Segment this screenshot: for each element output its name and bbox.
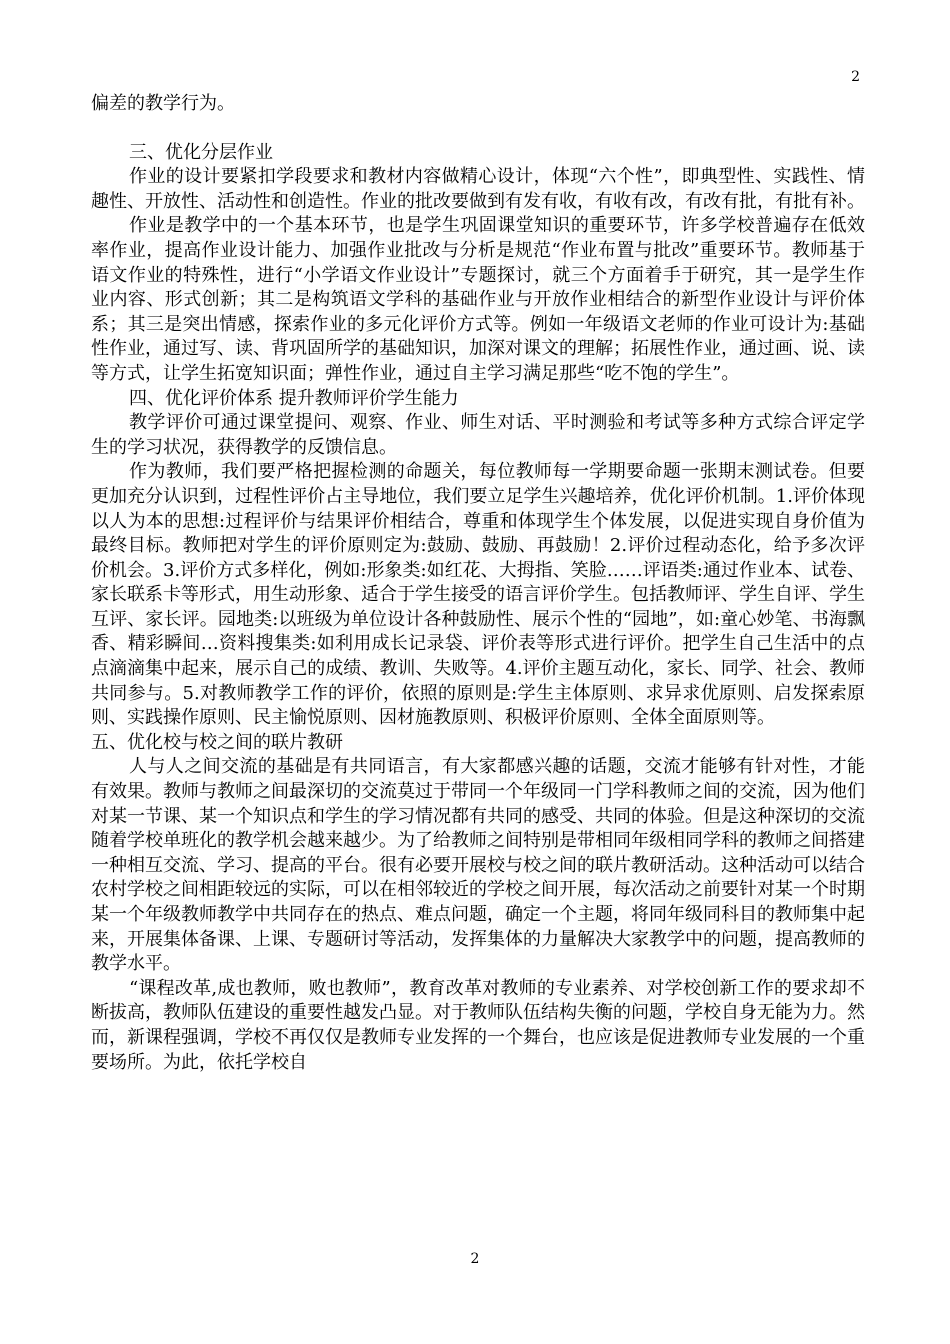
section-heading-5: 五、优化校与校之间的联片教研 <box>91 731 343 753</box>
section-heading-3: 三、优化分层作业 <box>129 141 273 163</box>
document-body <box>91 92 865 1075</box>
paragraph: 作业是教学中的一个基本环节，也是学生巩固课堂知识的重要环节，许多学校普遍存在低效率作业，提高作业设计能力、加强作业批改与分析是规范“作业布置与批改”重要环节。教师基于语文作业的特殊性，进行“小学语文作业设计”专题探讨，就三个方面着手于研究，其一是学生作业内容、形式创新；其二是构筑语文学科的基础作业与开放作业相结合的新型作业设计与评价体系；其三是突出情感，探索作业的多元化评价方式等。例如一年级语文老师的作业可设计为:基础性作业，通过写、读、背巩固所学的基础知识，加深对课文的理解；拓展性作业，通过画、说、读等方式，让学生拓宽知识面；弹性作业，通过自主学习满足那些“吃不饱的学生”。 <box>91 215 865 384</box>
page-number-footer: 2 <box>470 1251 480 1267</box>
section-heading-4: 四、优化评价体系 提升教师评价学生能力 <box>129 387 459 409</box>
paragraph-continuation: 偏差的教学行为。 <box>91 93 235 114</box>
paragraph: 教学评价可通过课堂提问、观察、作业、师生对话、平时测验和考试等多种方式综合评定学生的学习状况，获得教学的反馈信息。 <box>91 412 865 458</box>
paragraph: 人与人之间交流的基础是有共同语言，有大家都感兴趣的话题，交流才能够有针对性，才能有效果。教师与教师之间最深切的交流莫过于带同一个年级同一门学科教师之间的交流，因为他们对某一节课、某一个知识点和学生的学习情况都有共同的感受、共同的体验。但是这种深切的交流随着学校单班化的教学机会越来越少。为了给教师之间特别是带相同年级相同学科的教师之间搭建一种相互交流、学习、提高的平台。很有必要开展校与校之间的联片教研活动。这种活动可以结合农村学校之间相距较远的实际，可以在相邻较近的学校之间开展，每次活动之前要针对某一个时期某一个年级教师教学中共同存在的热点、难点问题，确定一个主题，将同年级同科目的教师集中起来，开展集体备课、上课、专题研讨等活动，发挥集体的力量解决大家教学中的问题，提高教师的教学水平。 <box>91 756 865 975</box>
paragraph: 作业的设计要紧扣学段要求和教材内容做精心设计，体现“六个性”，即典型性、实践性、情趣性、开放性、活动性和创造性。作业的批改要做到有发有收，有收有改，有改有批，有批有补。 <box>91 166 865 212</box>
paragraph: “课程改革,成也教师，败也教师”，教育改革对教师的专业素养、对学校创新工作的要求却不断拔高，教师队伍建设的重要性越发凸显。对于教师队伍结构失衡的问题，学校自身无能为力。然而，新课程强调，学校不再仅仅是教师专业发挥的一个舞台，也应该是促进教师专业发展的一个重要场所。为此，依托学校自 <box>91 977 865 1073</box>
page-number-header: 2 <box>851 69 860 85</box>
paragraph: 作为教师，我们要严格把握检测的命题关，每位教师每一学期要命题一张期末测试卷。但要更加充分认识到，过程性评价占主导地位，我们要立足学生兴趣培养，优化评价机制。1.评价体现以人为本的思想:过程评价与结果评价相结合，尊重和体现学生个体发展，以促进实现自身价值为最终目标。教师把对学生的评价原则定为:鼓励、鼓励、再鼓励！2.评价过程动态化，给予多次评价机会。3.评价方式多样化，例如:形象类:如红花、大拇指、笑脸……评语类:通过作业本、试卷、家长联系卡等形式，用生动形象、适合于学生接受的语言评价学生。包括教师评、学生自评、学生互评、家长评。园地类:以班级为单位设计各种鼓励性、展示个性的“园地”，如:童心妙笔、书海飘香、精彩瞬间…资料搜集类:如利用成长记录袋、评价表等形式进行评价。把学生自己生活中的点点滴滴集中起来，展示自己的成绩、教训、失败等。4.评价主题互动化，家长、同学、社会、教师共同参与。5.对教师教学工作的评价，依照的原则是:学生主体原则、求异求优原则、启发探索原则、实践操作原则、民主愉悦原则、因材施教原则、积极评价原则、全体全面原则等。 <box>91 461 865 729</box>
